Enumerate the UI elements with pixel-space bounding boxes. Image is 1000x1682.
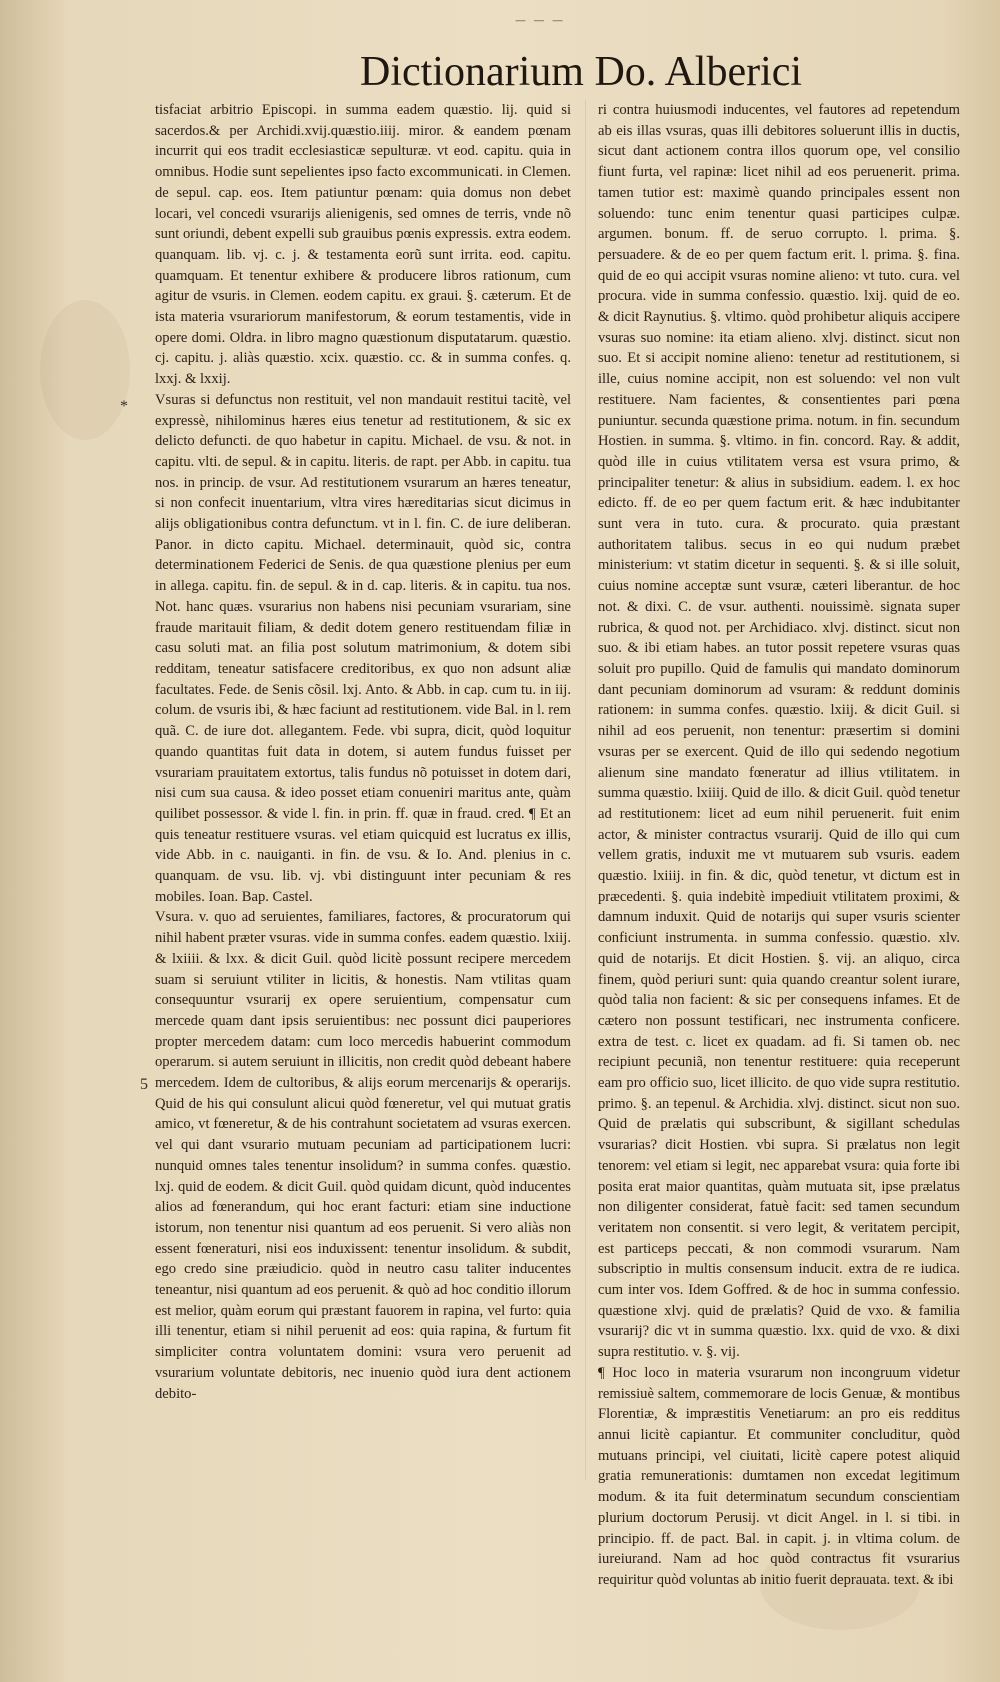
entry-paragraph: ri contra huiusmodi inducentes, vel fautores ad repetendum ab eis illas vsuras, quas illi debitores soluerunt illis in ductis, sicut dant actionem contra illos quorum ope, vel consilio fiunt furta, vel rapinæ: licet nihil ad eos peruenerit. prima. tamen tutior est: maximè quando principales essent non soluendo: tunc enim tenentur quasi participes culpæ. argumen. bonum. ff. de seruo corrupto. l. prima. §. persuadere. & de eo per quem factum erit. l. prima. §. fina. quid de eo qui accipit vsuras nomine alieno: vt tuto. cura. vel procura. vide in summa confessio. quæstio. lxij. quid de eo. & dicit Raynutius. §. vltimo. quòd prohibetur aliquis accipere vsuras suo nomine: ita etiam alieno. xlvj. distinct. sicut non suo. Et si accipit nomine alieno: tenetur ad restitutionem, si ille, cuius nomine accipit, non est soluendo: vel non vult restituere. Nam facientes, & consentientes pari pœna puniuntur. secunda quæstione prima. notum. in fin. secundum Hostien. in summa. §. vltimo. in fin. concord. Ray. & addit, quòd ille in cuius vtilitatem versa est vsura primo, & principaliter tenetur: & alius in subsidium. eadem. l. ex hoc edicto. ff. de eo per quem factum erit. & hæc indubitanter sunt vera in tuto. cura. & procurato. quia præstant authoritatem talibus. secus in eo qui nudum præbet ministerium: vt statim dicetur in sequenti. §. & si ille soluit, cuius nomine acceptæ sunt vsuræ, cæteri liberantur. de hoc not. & dixi. C. de vsur. authenti. nouissimè. signata super rubrica, & quod not. per Archidiaco. xlvj. distinct. sicut non suo. & ibi etiam habes. an tutor possit repetere vsuras quas soluit pro pupillo. Quid de famulis qui mandato dominorum dant pecuniam dominorum ad vsuram: & reddunt dominis rationem: in summa confes. quæstio. lxiij. & dicit Guil. si nihil ad eos peruenit, non tenentur: præsertim si domini vsuras per se exercent. Quid de illo qui sedendo negotium alienum sine mandato fœneratur ad illius vtilitatem. in summa quæstio. lxiiij. Quid de illo. & dicit Guil. quòd tenetur ad restitutionem: licet ad eum nihil peruenerit. fuit enim actor, & minister contractus vsurarij. Quid de illo qui cum vellem gratis, induxit me vt mutuarem sub vsuris. eadem quæstio. lxiiij. in fin. & dic, quòd tenetur, vt dictum est in præcedenti. §. quia indebitè impediuit vtilitatem proximi, & damnum induxit. Quid de notarijs qui super vsuris scienter conficiunt instrumenta. in summa confessio. quæstio. xlv. quid de notarijs. Et dicit Hostien. §. vij. an aliquo, circa finem, quòd periuri sunt: quia quando creantur solent iurare, quòd talia non facient: & sic per consequens infames. Et de cætero non possunt testificari, nec instrumenta conficere. extra de test. c. licet ex quadam. ad fi. Si tamen ob. nec recipiunt pecuniã, non tenentur restituere: quia receperunt eam pro officio suo, licet illicito. de quo vide supra restitutio. primo. §. an tepenul. & Archidia. xlvj. distinct. sicut non suo. Quid de prælatis qui subscribunt, & sigillant schedulas vsurarias? dicit Hostien. vbi supra. Si prælatus non legit tenorem: vel etiam si legit, nec apparebat vsura: quia forte ibi posita erat maior quantitas, quàm mutuata sit, ipse prælatus non diligenter considerat, fatuè facit: sed tamen secundum veritatem non consentit. si vero legit, & veritatem percipit, est particeps peccati, & non commodi vsurarum. Nam subscriptio in multis consensum inducit. extra de re iudica. cum inter vos. Idem Goffred. & de hoc in summa confessio. quæstione xlvj. quid de prælatis? Quid de vxo. & familia vsurarij? dic vt in summa quæstio. lxx. quid de vxo. & dixi supra restitutio. v. §. vij. (598, 102, 960, 1361)
right-column (598, 100, 960, 1588)
entry-paragraph: tisfaciat arbitrio Episcopi. in summa eadem quæstio. lij. quid si sacerdos.& per Archidi.xvij.quæstio.iiij. miror. & eandem pœnam incurrit qui eos tradit ecclesiasticæ sepulturæ. vt eod. capitu. quia in omnibus. Hodie sunt sepelientes ipso facto excommunicati. in Clemen. de sepul. cap. eos. Item patiuntur pœnam: quia domus non debet locari, vel concedi vsurarijs alienigenis, sed omnes de terris, vnde nõ sunt oriundi, debent expelli sub grauibus pœnis expressis. extra eodem. quanquam. lib. vj. c. j. & testamenta eorũ sunt irrita. eod. capitu. quamquam. Et tenentur exhibere & producere libros rationum, cum agitur de vsuris. in Clemen. eodem capitu. ex graui. §. cæterum. Et de ista materia vsurariorum manifestorum, & eorum testamentis, vide in opere domi. Oldra. in libro magno quæstionum disputatarum. quæstio. cj. capitu. j. aliàs quæstio. xcix. quæstio. cc. & in summa confes. q. lxxj. & lxxij. (155, 102, 571, 388)
margin-marker: * (120, 398, 128, 415)
top-marks: — — — (515, 14, 565, 27)
running-title: Dictionarium Do. Alberici (360, 49, 803, 95)
paper-stain (40, 300, 130, 440)
left-column (155, 100, 571, 1510)
entry-paragraph: Vsura. v. quo ad seruientes, familiares, factores, & procuratorum qui nihil habent præter vsuras. vide in summa confes. eadem quæstio. lxiij. & lxiiii. & lxx. & dicit Guil. quòd licitè possunt recipere mercedem suam si seruiunt vtiliter in licitis, & honestis. Nam vtilitas quam consequuntur vsurarij ex opere seruientium, compensatur cum mercede quam dant ipsis seruientibus: nec possunt dici pauperiores propter mercedem datam: cum loco mercedis habuerint commodum operarum. si autem seruiunt in illicitis, non credit quòd debeant habere mercedem. Idem de cultoribus, & alijs eorum mercenarijs & operarijs. Quid de his qui consulunt alicui quòd fœneretur, vel qui mutuat gratis amico, vt fœneretur, & de his contrahunt societatem ad vsuras exercen. vel qui dant vsurario mutuam pecuniam ad participationem lucri: nunquid omnes tales tenentur insolidum? in summa confes. quæstio. lxj. quid de eodem. & dicit Guil. quòd quidam dicunt, quòd inducentes alios ad fœnerandum, qui hoc erant facturi: etiam sine inductione istorum, non tenentur nisi quantum ad eos peruenit. Si vero aliàs non essent fœneraturi, nisi eos induxissent: tenentur insolidum. & subdit, ego credo sine præiudicio. quòd in neutro casu taliter inducentes teneantur, nisi quantum ad eos peruenit. & quò ad hoc conditio illorum est melior, quàm eorum qui præstant fauorem in rapina, vel furto: quia illi tenentur, etiam si nihil peruenit ad eos: quia rapina, & furtum fit simpliciter contra voluntatem domini: vsura vero peruenit ad vsurarium voluntate debitoris, nec inuenio quòd iura dent actionem debito- (155, 909, 571, 1402)
entry-paragraph: ¶ Hoc loco in materia vsurarum non incongruum videtur remissiuè saltem, commemorare de locis Genuæ, & montibus Florentiæ, & impræstitis Venetiarum: an pro eis redditus annui licitè capiantur. Et communiter concluditur, quòd mutuans principi, vel ciuitati, licitè capere potest aliquid gratia remunerationis: dumtamen non excedat legitimum modum. & ita fuit determinatum secundum conscientiam plurium doctorum Perusij. vt dicit Angel. in l. si tibi. in principio. ff. de pact. Bal. in capit. j. in vltima colum. de iureiurand. Nam ad hoc quòd contractus fit vsurarius requiritur quòd voluntas ab initio fuerit deprauata. text. & ibi (598, 1364, 960, 1588)
entry-paragraph: Vsuras si defunctus non restituit, vel non mandauit restitui tacitè, vel expressè, nihilominus hæres eius tenetur ad restitutionem, & sic ex delicto defuncti. de quo habetur in capitu. Michael. de vsu. & not. in capitu. vlti. de sepul. & in capitu. literis. de rapt. per Abb. in capitu. tua nos. in princip. de vsur. Ad restitutionem vsurarum an hæres teneatur, si non confecit inuentarium, vltra vires hæreditarias sicut dicimus in alijs obligationibus contra defunctum. vt in l. fin. C. de iure deliberan. Panor. in dicto capitu. Michael. determinauit, quòd sic, contra determinationem Federici de Senis. de qua quæstione plenius per eum in allega. capitu. fin. de sepul. & in d. cap. literis. & in capitu. tua nos. Not. hanc quæs. vsurarius non habens nisi pecuniam vsurariam, sine fraude maritauit filiam, & dedit dotem genero restituendam filiæ in casu soluti mat. an filia post solutum matrimonium, & dotem sibi redditam, teneatur satisfacere creditoribus, ex quo non adsunt aliæ facultates. Fede. de Senis cõsil. lxj. Anto. & Abb. in cap. cum tu. in iij. colum. de vsuris ibi, & hæc faciunt ad restitutionem. vide Bal. in l. rem quã. C. de iure dot. allegantem. Fede. vbi supra, dicit, quòd loquitur quando quantitas fuit data in dotem, si autem fundus fuisset per vsurariam prauitatem extortus, talis fundus nõ potuisset in dotem dari, nisi cum sua causa. & ideo posset etiam conueniri maritus ante, quàm quilibet possessor. & vide l. fin. in prin. ff. quæ in fraud. cred. ¶ Et an quis teneatur restituere vsuras. vel etiam quicquid est lucratus ex illis, vide Abb. in c. nauiganti. in fin. de vsu. & Io. And. plenius in c. quanquam. de vsu. lib. vj. vbi distinguunt inter pecuniam & res mobiles. Ioan. Bap. Castel. (155, 391, 571, 905)
margin-marker: 5 (140, 1076, 148, 1093)
column-gutter (585, 100, 586, 1480)
